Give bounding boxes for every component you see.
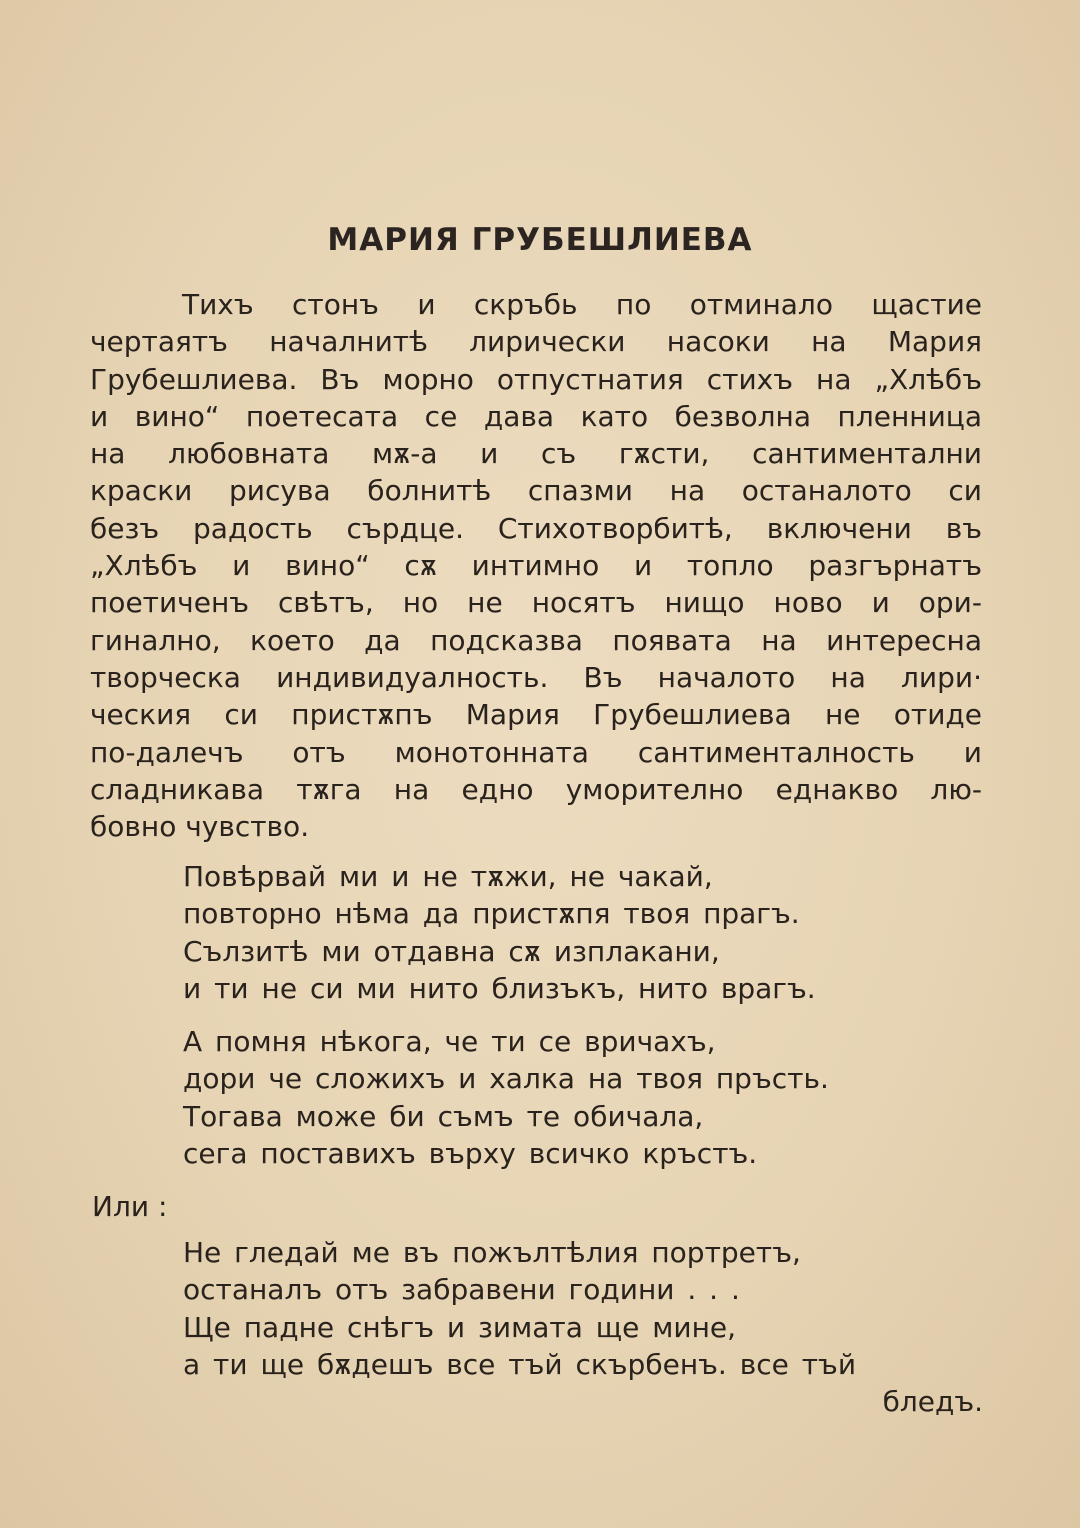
prose-line: гинално, което да подсказва появата на интересна [90,623,982,657]
verse-line: Не гледай ме въ пожълтѣлия портретъ, [183,1236,801,1269]
poem-stanza-1 [183,858,993,1007]
verse-line: А помня нѣкога, че ти се вричахъ, [183,1025,716,1058]
verse-line: повторно нѣма да пристѫпя твоя прагъ. [183,897,800,931]
prose-line: безъ радость сърдце. Стихотворбитѣ, включени въ [90,511,982,545]
ili-label: Или : [92,1190,168,1223]
poem-stanza-2 [183,1023,993,1172]
prose-line: и вино“ поетесата се дава като безволна пленница [90,399,982,433]
prose-line: бовно чувство. [90,810,310,844]
prose-line: творческа индивидуалность. Въ началото на лири· [90,660,982,694]
prose-line: по-далечъ отъ монотонната сантименталность и [90,735,982,769]
verse-line: останалъ отъ забравени години . . . [183,1273,740,1307]
prose-line: на любовната мѫ-а и съ гѫсти, сантиментални [90,437,982,471]
prose-line: ческия си пристѫпъ Мария Грубешлиева не отиде [90,698,982,732]
verse-line: а ти ще бѫдешъ все тъй скърбенъ. все тъй [183,1347,857,1381]
page-title: МАРИЯ ГРУБЕШЛИЕВА [327,222,753,258]
verse-line: Тогава може би съмъ те обичала, [183,1099,704,1133]
verse-line-continuation: бледъ. [882,1385,983,1419]
prose-line: сладникава тѫга на едно уморително еднакво лю- [90,772,982,806]
prose-line: поетиченъ свѣтъ, но не носятъ нищо ново и ори- [90,586,982,620]
verse-line: сега поставихъ върху всичко кръстъ. [183,1136,758,1170]
poem-stanza-3 [183,1234,993,1420]
prose-line: „Хлѣбъ и вино“ сѫ интимно и топло разгърнатъ [90,549,982,583]
prose-line: краски рисува болнитѣ спазми на останалото си [90,474,982,508]
verse-line: и ти не си ми нито близъкъ, нито врагъ. [183,971,816,1005]
verse-line: Ще падне снѣгъ и зимата ще мине, [183,1310,737,1344]
verse-line: дори че сложихъ и халка на твоя пръсть. [183,1062,829,1096]
verse-line: Сълзитѣ ми отдавна сѫ изплакани, [183,934,720,968]
verse-line: Повѣрвай ми и не тѫжи, не чакай, [183,860,713,893]
prose-line: чертаятъ началнитѣ лирически насоки на Мария [90,325,982,359]
prose-line: Грубешлиева. Въ морно отпустнатия стихъ на „Хлѣбъ [90,362,982,396]
prose-paragraph [90,286,982,845]
prose-line: Тихъ стонъ и скръбь по отминало щастие [182,288,982,321]
